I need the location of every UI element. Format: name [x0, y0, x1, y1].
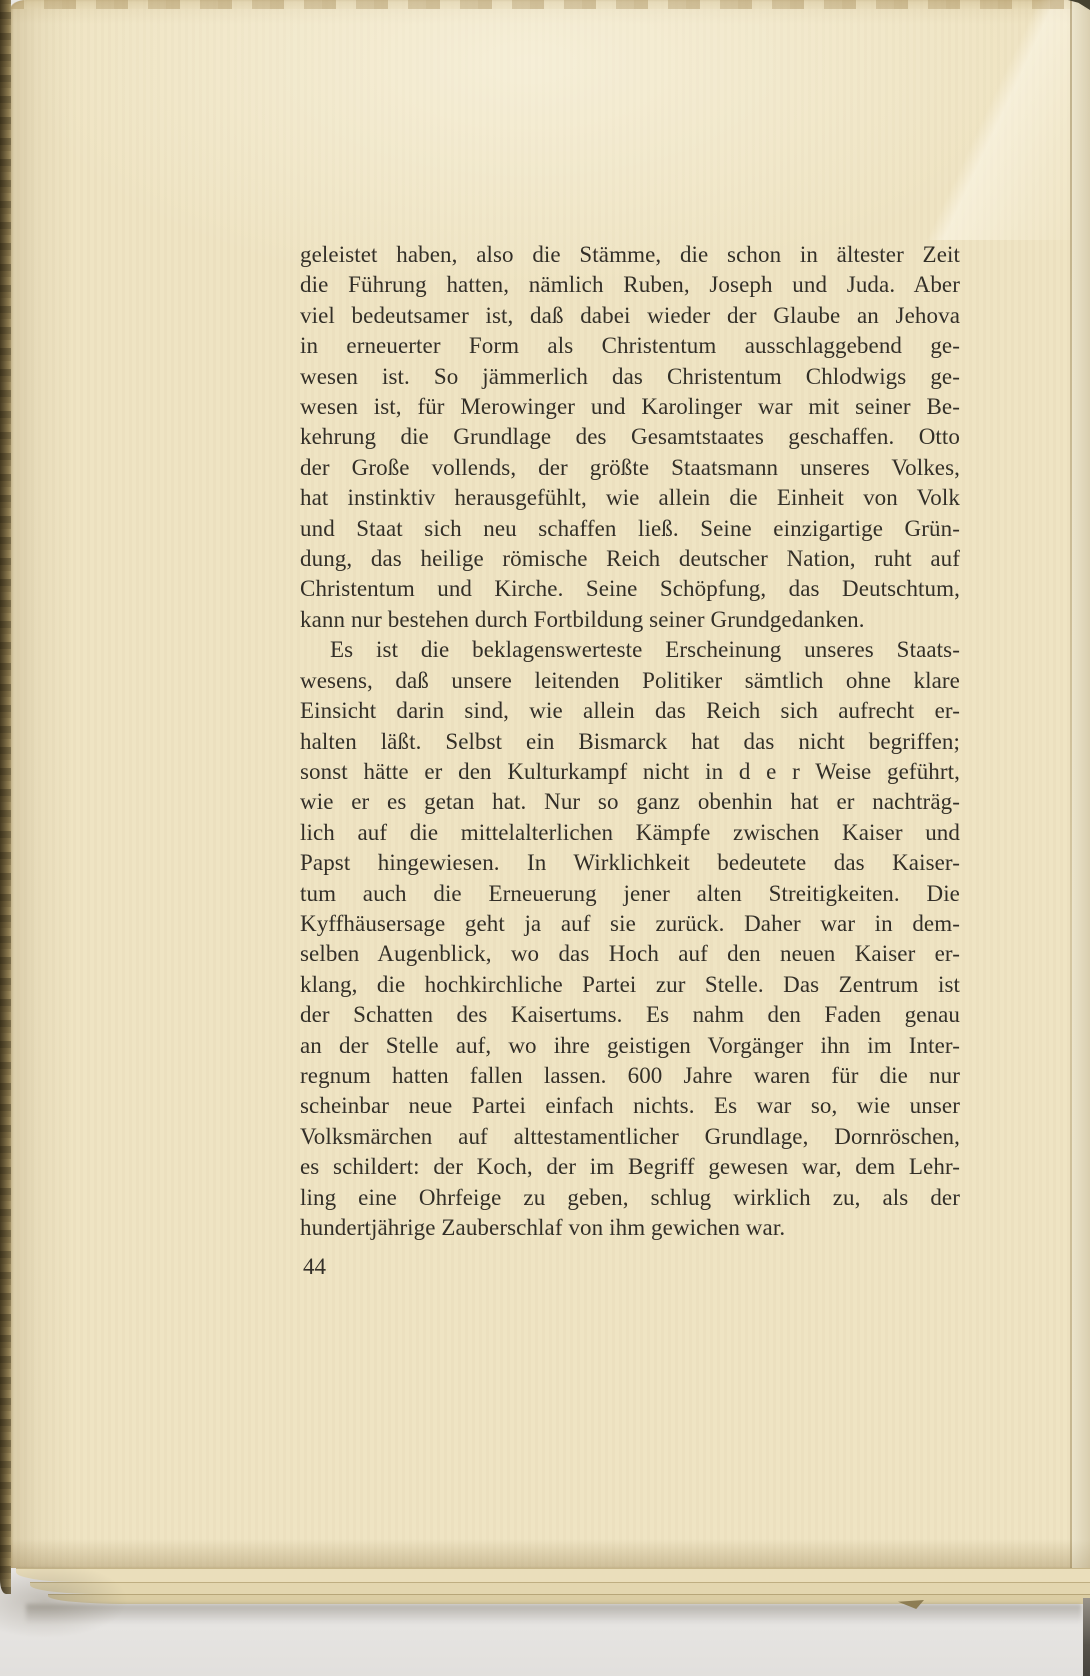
page-stack-edge-3 — [48, 1594, 1090, 1604]
text-line: wesens, daß unsere leitenden Politiker sämtlich ohne klare — [300, 667, 960, 693]
text-line: Volksmärchen auf alttestamentlicher Grundlage, Dornröschen, — [300, 1123, 960, 1149]
text-line: und Staat sich neu schaffen ließ. Seine einzigartige Grün- — [300, 515, 960, 541]
text-line: wesen ist. So jämmerlich das Christentum Chlodwigs ge- — [300, 363, 960, 389]
page-stack-edge-2 — [30, 1582, 1090, 1594]
bottom-right-dark-edge — [1083, 1598, 1090, 1676]
page-stack-shadow — [26, 1604, 1082, 1624]
page-stack-edge-1 — [16, 1568, 1090, 1582]
text-line: in erneuerter Form als Christentum ausschlaggebend ge- — [300, 333, 960, 359]
text-line: kann nur bestehen durch Fortbildung seiner Grundgedanken. — [300, 606, 865, 632]
text-line: scheinbar neue Partei einfach nichts. Es war so, wie unser — [300, 1093, 960, 1119]
book-binding-edge — [0, 0, 11, 1594]
page-top-deckle-edge — [10, 0, 1090, 9]
text-line: lich auf die mittelalterlichen Kämpfe zwischen Kaiser und — [300, 819, 960, 845]
text-line: hat instinktiv herausgefühlt, wie allein die Einheit von Volk — [300, 485, 960, 511]
text-line: der Große vollends, der größte Staatsmann unseres Volkes, — [300, 454, 960, 480]
page-number: 44 — [303, 1254, 326, 1279]
page-bottom-shade — [10, 1540, 1090, 1568]
text-line: selben Augenblick, wo das Hoch auf den neuen Kaiser er- — [300, 941, 960, 967]
text-line: die Führung hatten, nämlich Ruben, Joseph und Juda. Aber — [300, 272, 960, 298]
bottom-left-curl-shadow — [0, 1560, 150, 1650]
page-right-edge-band — [1072, 0, 1090, 1568]
text-line: hundertjährige Zauberschlaf von ihm gewichen war. — [300, 1215, 786, 1240]
text-line: geleistet haben, also die Stämme, die schon in ältester Zeit — [300, 242, 960, 267]
text-line: an der Stelle auf, wo ihre geistigen Vorgänger ihn im Inter- — [300, 1032, 960, 1058]
text-line: Es ist die beklagenswerteste Erscheinung unseres Staats- — [330, 637, 960, 663]
text-line: kehrung die Grundlage des Gesamtstaates geschaffen. Otto — [300, 424, 960, 450]
page-right-crease — [1070, 0, 1072, 1568]
text-line: klang, die hochkirchliche Partei zur Stelle. Das Zentrum ist — [300, 971, 960, 997]
text-line: halten läßt. Selbst ein Bismarck hat das nicht begriffen; — [300, 728, 960, 754]
text-line: Papst hingewiesen. In Wirklichkeit bedeutete das Kaiser- — [300, 850, 960, 876]
text-line: wie er es getan hat. Nur so ganz obenhin hat er nachträg- — [300, 789, 960, 815]
text-line: regnum hatten fallen lassen. 600 Jahre waren für die nur — [300, 1062, 960, 1088]
text-block — [300, 240, 960, 1243]
text-line: ling eine Ohrfeige zu geben, schlug wirklich zu, als der — [300, 1184, 960, 1210]
text-line: viel bedeutsamer ist, daß dabei wieder der Glaube an Jehova — [300, 302, 960, 328]
text-line: wesen ist, für Merowinger und Karolinger war mit seiner Be- — [300, 394, 960, 420]
text-line: Kyffhäusersage geht ja auf sie zurück. Daher war in dem- — [300, 910, 960, 936]
text-line: der Schatten des Kaisertums. Es nahm den Faden genau — [300, 1002, 960, 1028]
text-line: sonst hätte er den Kulturkampf nicht in d e r Weise geführt, — [300, 758, 960, 784]
text-line: Christentum und Kirche. Seine Schöpfung, das Deutschtum, — [300, 576, 960, 602]
text-line: Einsicht darin sind, wie allein das Reich sich aufrecht er- — [300, 698, 960, 724]
text-line: tum auch die Erneuerung jener alten Streitigkeiten. Die — [300, 880, 960, 906]
text-line: dung, das heilige römische Reich deutscher Nation, ruht auf — [300, 546, 960, 572]
text-line: es schildert: der Koch, der im Begriff gewesen war, dem Lehr- — [300, 1154, 960, 1180]
